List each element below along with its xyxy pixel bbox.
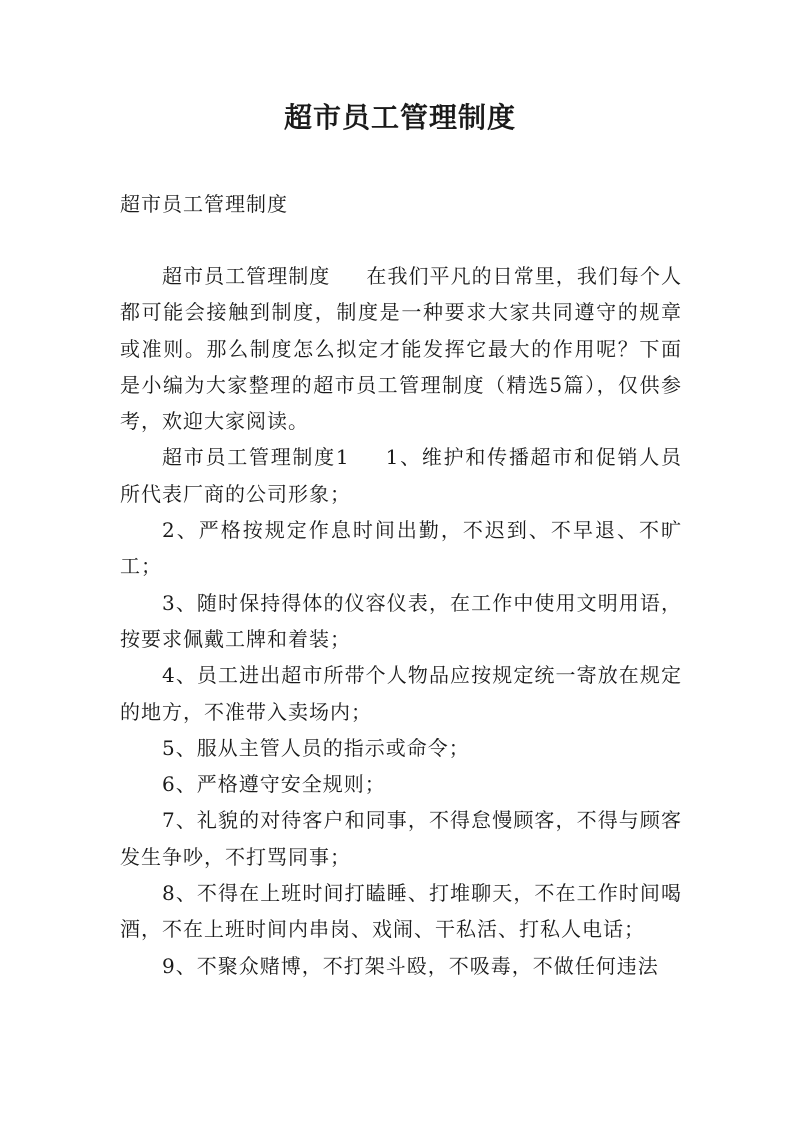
intro-heading: 超市员工管理制度 bbox=[162, 264, 331, 288]
section-1-heading: 超市员工管理制度1 bbox=[162, 445, 350, 470]
intro-text: 在我们平凡的日常里，我们每个人都可能会接触到制度，制度是一种要求大家共同遵守的规章或准则。那么制度怎么拟定才能发挥它最大的作用呢？下面是小编为大家整理的超市员工管理制度（精选5篇），仅供参考，欢迎大家阅读。 bbox=[120, 264, 683, 434]
list-item: 7、礼貌的对待客户和同事，不得怠慢顾客，不得与顾客发生争吵，不打骂同事； bbox=[120, 808, 682, 869]
list-item: 8、不得在上班时间打瞌睡、打堆聊天，不在工作时间喝酒，不在上班时间内串岗、戏闹、干私活、打私人电话； bbox=[120, 881, 682, 942]
section-1-item-1: 1、维护和传播超市和促销人员所代表厂商的公司形象； bbox=[120, 445, 682, 506]
document-body bbox=[120, 258, 682, 984]
list-item: 3、随时保持得体的仪容仪表，在工作中使用文明用语，按要求佩戴工牌和着装； bbox=[120, 590, 682, 651]
list-item: 6、严格遵守安全规则； bbox=[162, 772, 386, 797]
list-item: 9、不聚众赌博，不打架斗殴，不吸毒，不做任何违法 bbox=[162, 953, 659, 978]
list-item: 4、员工进出超市所带个人物品应按规定统一寄放在规定的地方，不准带入卖场内； bbox=[120, 663, 682, 724]
document-subtitle: 超市员工管理制度 bbox=[120, 192, 288, 216]
section-1-paragraph bbox=[120, 439, 682, 512]
document-title: 超市员工管理制度 bbox=[283, 101, 516, 134]
list-item: 5、服从主管人员的指示或命令； bbox=[162, 735, 470, 760]
list-item: 2、严格按规定作息时间出勤，不迟到、不早退、不旷工； bbox=[120, 518, 682, 579]
intro-paragraph bbox=[120, 258, 682, 439]
